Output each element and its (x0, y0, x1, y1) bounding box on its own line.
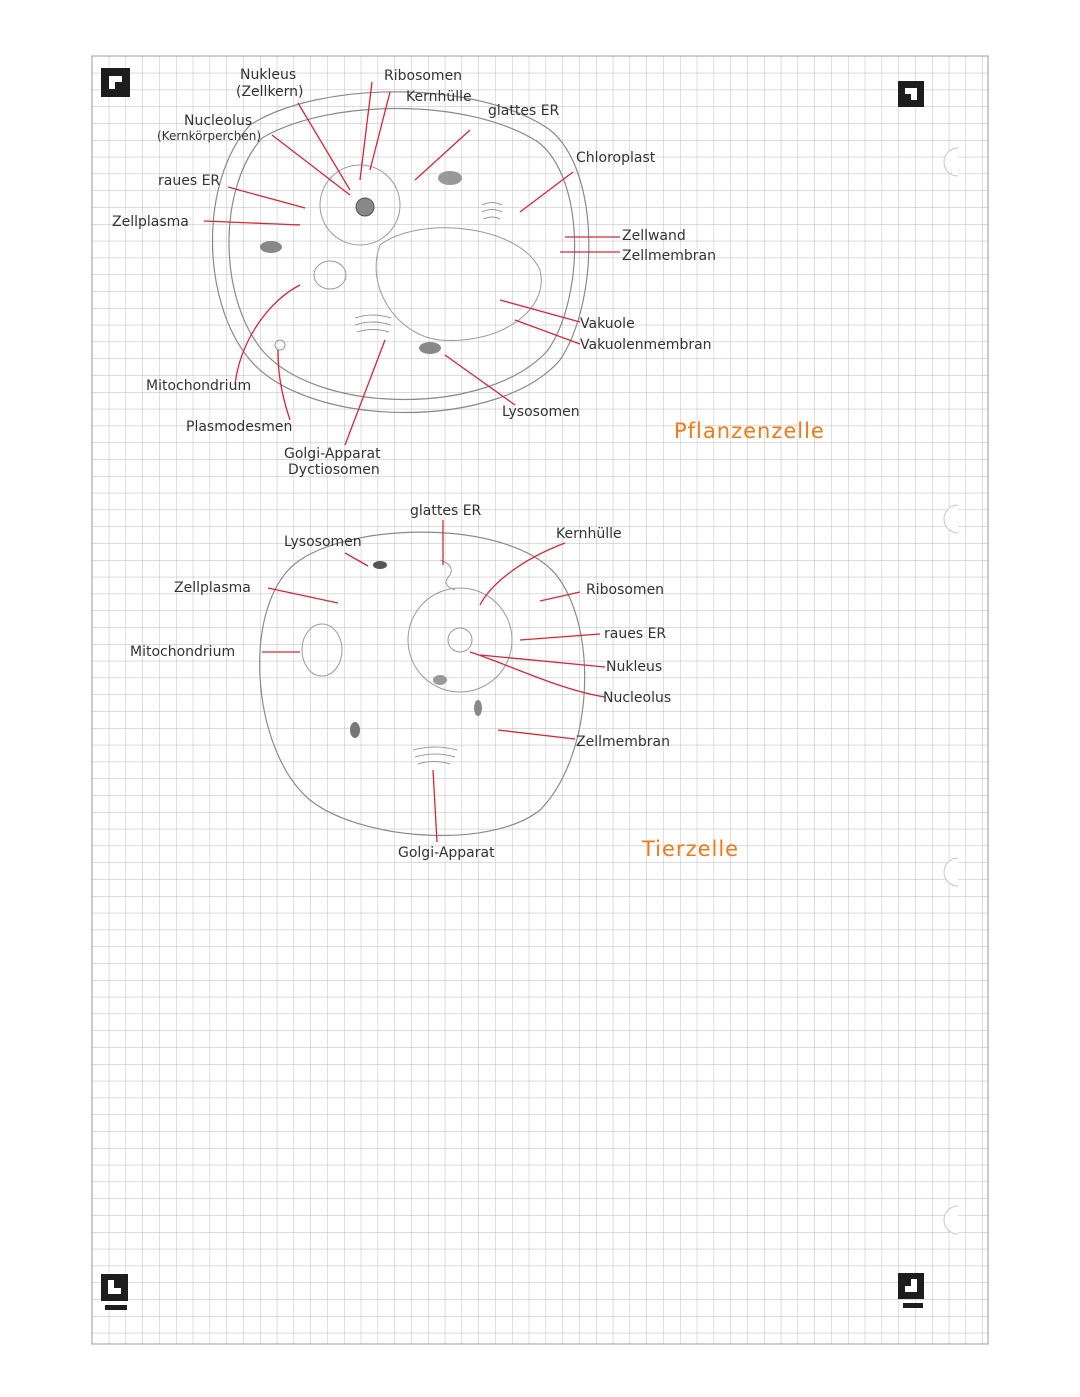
label-zellplasma-animal: Zellplasma (174, 580, 251, 596)
animal-cell-title: Tierzelle (642, 837, 740, 861)
plant-chloroplast-2 (260, 241, 282, 253)
label-ribosomen-animal: Ribosomen (586, 582, 665, 598)
label-lysosomen-animal: Lysosomen (284, 534, 362, 550)
label-zellplasma: Zellplasma (112, 214, 189, 230)
label-golgi-apparat: Golgi-Apparat (284, 446, 381, 462)
label-mitochondrium: Mitochondrium (146, 378, 252, 394)
label-kernhuelle-animal: Kernhülle (556, 526, 622, 542)
corner-marker-top-left (101, 68, 130, 97)
label-dictiosomen: Dyctiosomen (288, 462, 380, 478)
label-glattes-er-animal: glattes ER (410, 503, 482, 519)
plant-chloroplast-1 (438, 171, 462, 185)
animal-lysosome-3 (474, 700, 482, 716)
label-nucleolus: Nucleolus (184, 113, 253, 129)
label-zellmembran: Zellmembran (622, 248, 716, 264)
label-nukleus: Nukleus (240, 67, 297, 83)
label-zellkern: (Zellkern) (236, 84, 304, 100)
graph-paper-grid (92, 56, 988, 1344)
label-nucleolus-animal: Nucleolus (603, 690, 672, 706)
animal-lysosome-4 (433, 675, 447, 685)
label-golgi-apparat-animal: Golgi-Apparat (398, 845, 495, 861)
label-mitochondrium-animal: Mitochondrium (130, 644, 236, 660)
label-kernhuelle: Kernhülle (406, 89, 472, 105)
label-raues-er-animal: raues ER (604, 626, 667, 642)
label-raues-er: raues ER (158, 173, 221, 189)
corner-marker-top-right (898, 81, 924, 107)
plant-nucleolus (356, 198, 374, 216)
label-kernkoerperchen: (Kernkörperchen) (157, 129, 262, 143)
label-lysosomen: Lysosomen (502, 404, 580, 420)
plant-cell-title: Pflanzenzelle (674, 419, 825, 443)
label-glattes-er: glattes ER (488, 103, 560, 119)
label-vakuole: Vakuole (580, 316, 635, 332)
animal-lysosome-2 (350, 722, 360, 738)
label-ribosomen: Ribosomen (384, 68, 463, 84)
label-nukleus-animal: Nukleus (606, 659, 663, 675)
label-vakuolenmembran: Vakuolenmembran (580, 337, 712, 353)
label-zellwand: Zellwand (622, 228, 686, 244)
animal-lysosome-1 (373, 561, 387, 569)
label-chloroplast: Chloroplast (576, 150, 656, 166)
plant-chloroplast-3 (419, 342, 441, 354)
label-zellmembran-animal: Zellmembran (576, 734, 670, 750)
label-plasmodesmen: Plasmodesmen (186, 419, 293, 435)
